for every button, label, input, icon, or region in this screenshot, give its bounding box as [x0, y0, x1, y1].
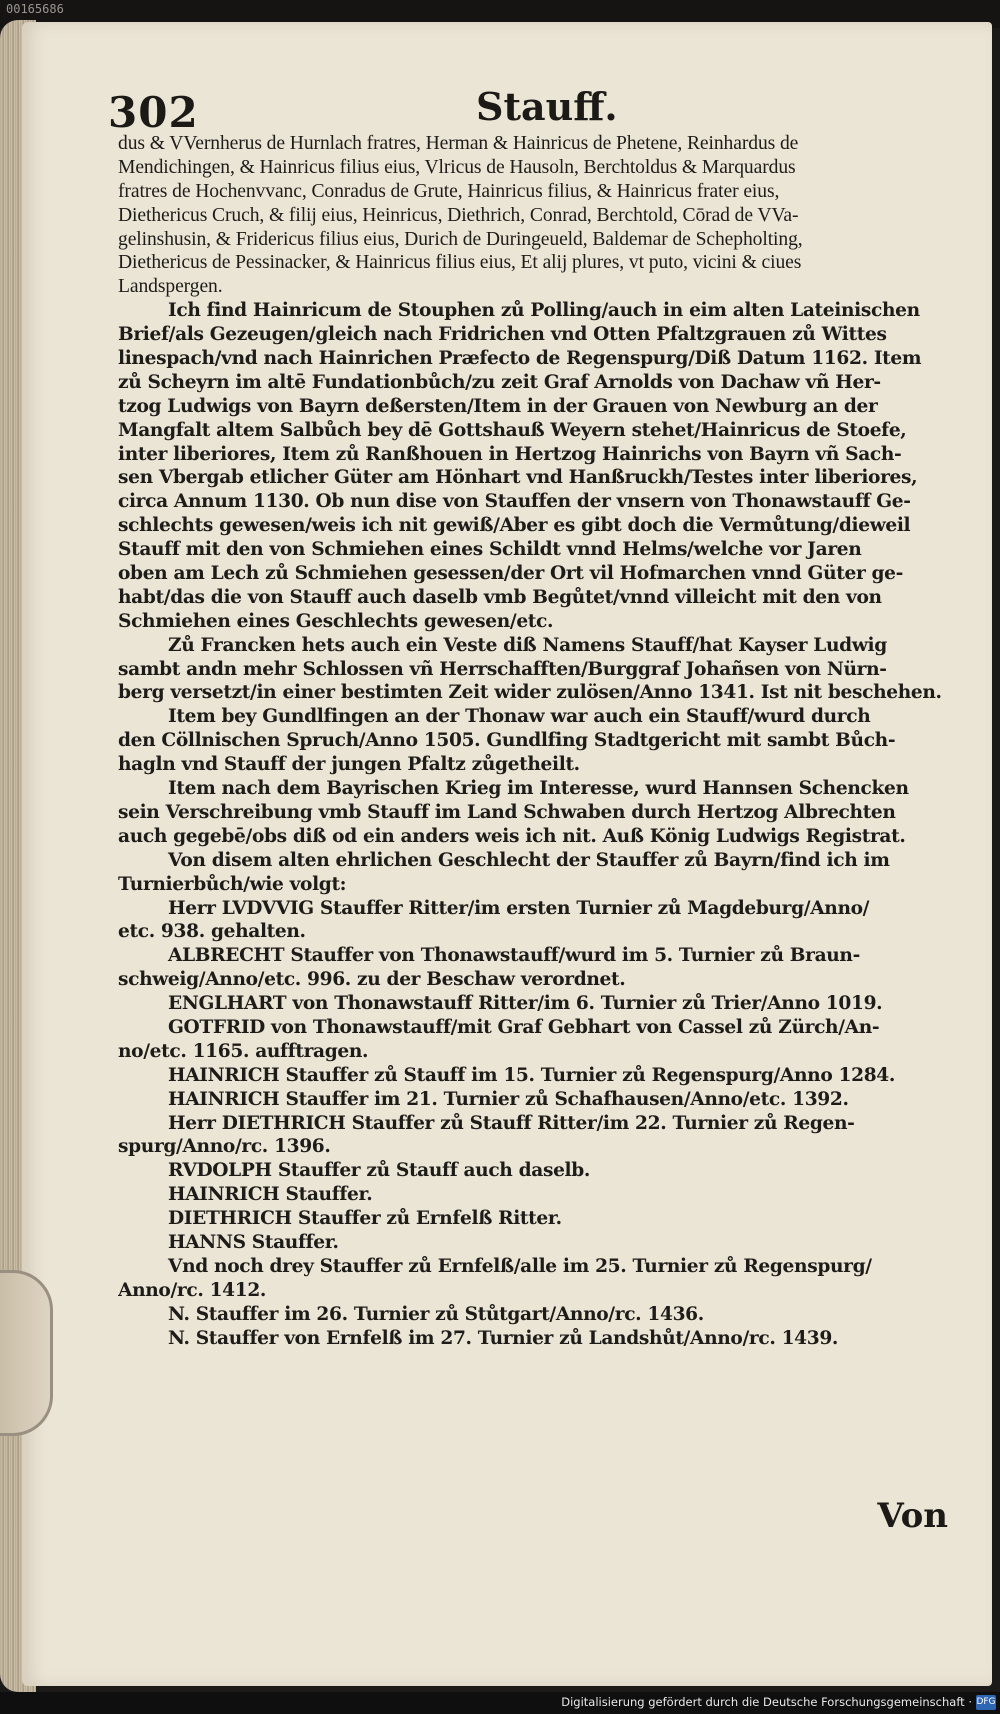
- text-line: Item nach dem Bayrischen Krieg im Interesse, wurd Hannsen Schencken: [168, 778, 909, 800]
- text-line: oben am Lech zů Schmiehen gesessen/der Ort vil Hofmarchen vnnd Güter ge-: [118, 563, 904, 585]
- text-line: Herr DIETHRICH Stauffer zů Stauff Ritter/im 22. Turnier zů Regen-: [168, 1112, 855, 1134]
- text-line: hagln vnd Stauff der jungen Pfaltz zůgetheilt.: [118, 754, 580, 776]
- text-line: fratres de Hochenvvanc, Conradus de Grute, Hainricus filius, & Hainricus frater eius,: [118, 180, 780, 202]
- text-line: dus & VVernherus de Hurnlach fratres, Herman & Hainricus de Phetene, Reinhardus de: [118, 133, 799, 154]
- text-line: Mendichingen, & Hainricus filius eius, Vlricus de Hausoln, Berchtoldus & Marquardus: [118, 156, 796, 178]
- text-line: Diethericus Cruch, & filij eius, Heinricus, Diethrich, Conrad, Berchtold, Cōrad de VVa-: [118, 204, 799, 226]
- dfg-logo: DFG: [976, 1695, 996, 1710]
- book-clasp: [0, 1270, 53, 1436]
- text-line: Ich find Hainricum de Stouphen zů Polling/auch in eim alten Lateinischen: [168, 300, 920, 322]
- text-line: DIETHRICH Stauffer zů Ernfelß Ritter.: [168, 1208, 562, 1230]
- text-line: Stauff mit den von Schmiehen eines Schildt vnnd Helms/welche vor Jaren: [118, 539, 862, 561]
- text-line: GOTFRID von Thonawstauff/mit Graf Gebhart von Cassel zů Zürch/An-: [168, 1016, 880, 1038]
- text-line: inter liberiores, Item zů Ranßhouen in Hertzog Hainrichs von Bayrn vñ Sach-: [118, 443, 902, 465]
- text-line: schlechts gewesen/weis ich nit gewiß/Aber es gibt doch die Vermůtung/dieweil: [118, 515, 911, 537]
- text-line: Landspergen.: [118, 276, 223, 298]
- text-line: Brief/als Gezeugen/gleich nach Fridrichen vnd Otten Pfaltzgrauen zů Wittes: [118, 324, 887, 346]
- text-line: auch gegebē/obs diß od ein anders weis ich nit. Auß König Ludwigs Registrat.: [118, 825, 906, 847]
- text-line: etc. 938. gehalten.: [118, 921, 306, 943]
- text-line: habt/das die von Stauff auch daselb vmb Begůtet/vnnd villeicht mit den von: [118, 586, 882, 608]
- running-head: Stauff.: [476, 84, 618, 129]
- text-line: Item bey Gundlfingen an der Thonaw war auch ein Stauff/wurd durch: [168, 706, 871, 728]
- text-line: den Cöllnischen Spruch/Anno 1505. Gundlfing Stadtgericht mit sambt Bůch-: [118, 730, 896, 752]
- text-line: Mangfalt altem Salbůch bey dē Gottshauß Weyern stehet/Hainricus de Stoefe,: [118, 419, 907, 441]
- text-line: HAINRICH Stauffer.: [168, 1184, 373, 1206]
- text-line: Herr LVDVVIG Stauffer Ritter/im ersten Turnier zů Magdeburg/Anno/: [168, 897, 870, 919]
- body-text: [118, 132, 950, 1350]
- text-line: Zů Francken hets auch ein Veste diß Namens Stauff/hat Kayser Ludwig: [168, 634, 887, 656]
- text-line: HAINRICH Stauffer im 21. Turnier zů Schafhausen/Anno/etc. 1392.: [168, 1088, 849, 1110]
- text-line: Diethericus de Pessinacker, & Hainricus filius eius, Et alij plures, vt puto, vicini & ciues: [118, 252, 802, 274]
- footer-credit: Digitalisierung gefördert durch die Deutsche Forschungsgemeinschaft ·: [561, 1695, 972, 1709]
- text-line: circa Annum 1130. Ob nun dise von Stauffen der vnsern von Thonawstauff Ge-: [118, 491, 911, 513]
- text-line: schweig/Anno/etc. 996. zu der Beschaw verordnet.: [118, 969, 626, 991]
- text-line: Von disem alten ehrlichen Geschlecht der Stauffer zů Bayrn/find ich im: [168, 849, 890, 871]
- footer-bar: [0, 1692, 1000, 1714]
- text-line: spurg/Anno/rc. 1396.: [118, 1136, 331, 1158]
- catchword: Von: [877, 1496, 948, 1536]
- text-line: sein Verschreibung vmb Stauff im Land Schwaben durch Hertzog Albrechten: [118, 801, 896, 823]
- text-line: RVDOLPH Stauffer zů Stauff auch daselb.: [168, 1160, 591, 1182]
- text-line: HAINRICH Stauffer zů Stauff im 15. Turnier zů Regenspurg/Anno 1284.: [168, 1064, 895, 1086]
- text-line: berg versetzt/in einer bestimten Zeit wider zulösen/Anno 1341. Ist nit beschehen.: [118, 682, 942, 704]
- text-line: HANNS Stauffer.: [168, 1231, 339, 1253]
- text-line: N. Stauffer von Ernfelß im 27. Turnier zů Landshůt/Anno/rc. 1439.: [168, 1327, 839, 1349]
- text-line: zů Scheyrn im altē Fundationbůch/zu zeit Graf Arnolds von Dachaw vñ Her-: [118, 371, 881, 393]
- text-line: sen Vbergab etlicher Güter am Hönhart vnd Hanßruckh/Testes inter liberiores,: [118, 467, 918, 489]
- text-line: tzog Ludwigs von Bayrn deßersten/Item in der Grauen von Newburg an der: [118, 395, 878, 417]
- text-line: N. Stauffer im 26. Turnier zů Stůtgart/Anno/rc. 1436.: [168, 1303, 704, 1325]
- text-line: Turnierbůch/wie volgt:: [118, 873, 347, 895]
- text-line: Schmiehen eines Geschlechts gewesen/etc.: [118, 610, 554, 632]
- text-line: gelinshusin, & Fridericus filius eius, Durich de Duringeueld, Baldemar de Schepholting,: [118, 228, 803, 250]
- text-line: ALBRECHT Stauffer von Thonawstauff/wurd im 5. Turnier zů Braun-: [168, 945, 860, 967]
- text-line: Anno/rc. 1412.: [118, 1279, 267, 1301]
- page-number: 302: [108, 88, 199, 137]
- scan-id: 00165686: [6, 2, 64, 16]
- text-line: no/etc. 1165. aufftragen.: [118, 1040, 369, 1062]
- text-line: Vnd noch drey Stauffer zů Ernfelß/alle im 25. Turnier zů Regenspurg/: [168, 1255, 872, 1277]
- text-line: sambt andn mehr Schlossen vñ Herrschafften/Burggraf Johañsen von Nürn-: [118, 658, 887, 680]
- text-line: linespach/vnd nach Hainrichen Præfecto de Regenspurg/Diß Datum 1162. Item: [118, 348, 922, 370]
- text-line: ENGLHART von Thonawstauff Ritter/im 6. Turnier zů Trier/Anno 1019.: [168, 993, 883, 1015]
